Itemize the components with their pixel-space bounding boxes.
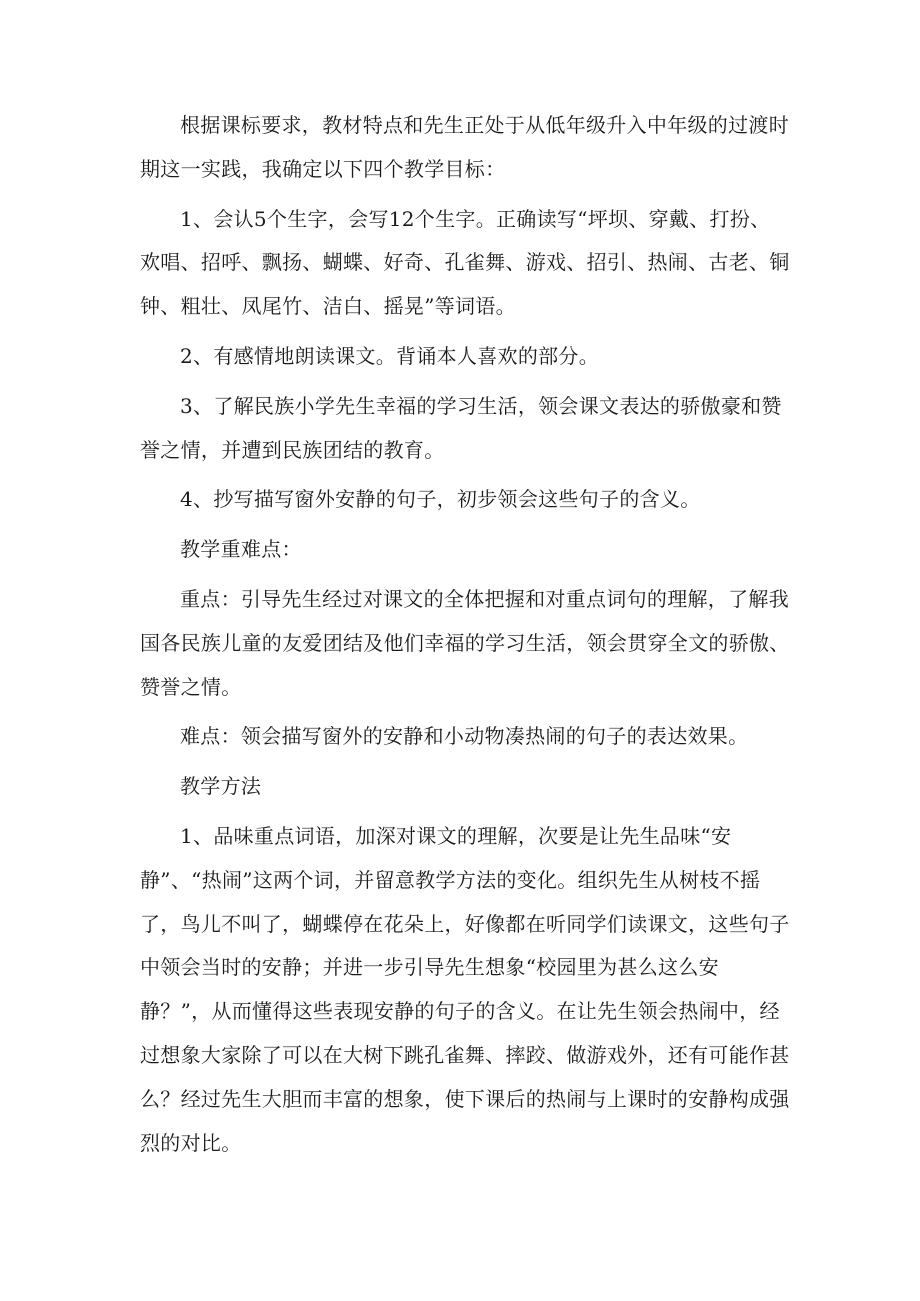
section-heading-key-points: 教学重难点： bbox=[180, 537, 302, 562]
paragraph-key-point: 重点：引导先生经过对课文的全体把握和对重点词句的理解，了解我国各民族儿童的友爱团结及他们幸福的学习生活，领会贯穿全文的骄傲、赞誉之情。 bbox=[140, 586, 790, 699]
section-heading-methods: 教学方法 bbox=[180, 774, 262, 799]
paragraph-goal-3: 3、了解民族小学先生幸福的学习生活，领会课文表达的骄傲豪和赞誉之情，并遭到民族团结的教育。 bbox=[140, 393, 782, 462]
paragraph-goal-2: 2、有感情地朗读课文。背诵本人喜欢的部分。 bbox=[180, 343, 600, 368]
paragraph-method-1: 1、品味重点词语，加深对课文的理解，次要是让先生品味“安静”、“热闹”这两个词，并留意教学方法的变化。组织先生从树枝不摇了，鸟儿不叫了，蝴蝶停在花朵上，好像都在听同学们读课文，这些句子中领会当时的安静；并进一步引导先生想象“校园里为甚么这么安静？”，从而懂得这些表现安静的句子的含义。在让先生领会热闹中，经过想象大家除了可以在大树下跳孔雀舞、摔跤、做游戏外，还有可能作甚么？经过先生大胆而丰富的想象，使下课后的热闹与上课时的安静构成强烈的对比。 bbox=[140, 823, 790, 1155]
paragraph-goal-1: 1、会认5个生字，会写12个生字。正确读写“坪坝、穿戴、打扮、欢唱、招呼、飘扬、蝴蝶、好奇、孔雀舞、游戏、招引、热闹、古老、铜钟、粗壮、凤尾竹、洁白、摇晃”等词语。 bbox=[140, 206, 790, 319]
paragraph-goal-4: 4、抄写描写窗外安静的句子，初步领会这些句子的含义。 bbox=[180, 487, 701, 512]
document-body bbox=[140, 104, 790, 1171]
paragraph-difficulty: 难点：领会描写窗外的安静和小动物凑热闹的句子的表达效果。 bbox=[180, 724, 749, 749]
paragraph-intro: 根据课标要求，教材特点和先生正处于从低年级升入中年级的过渡时期这一实践，我确定以下四个教学目标： bbox=[140, 113, 789, 181]
